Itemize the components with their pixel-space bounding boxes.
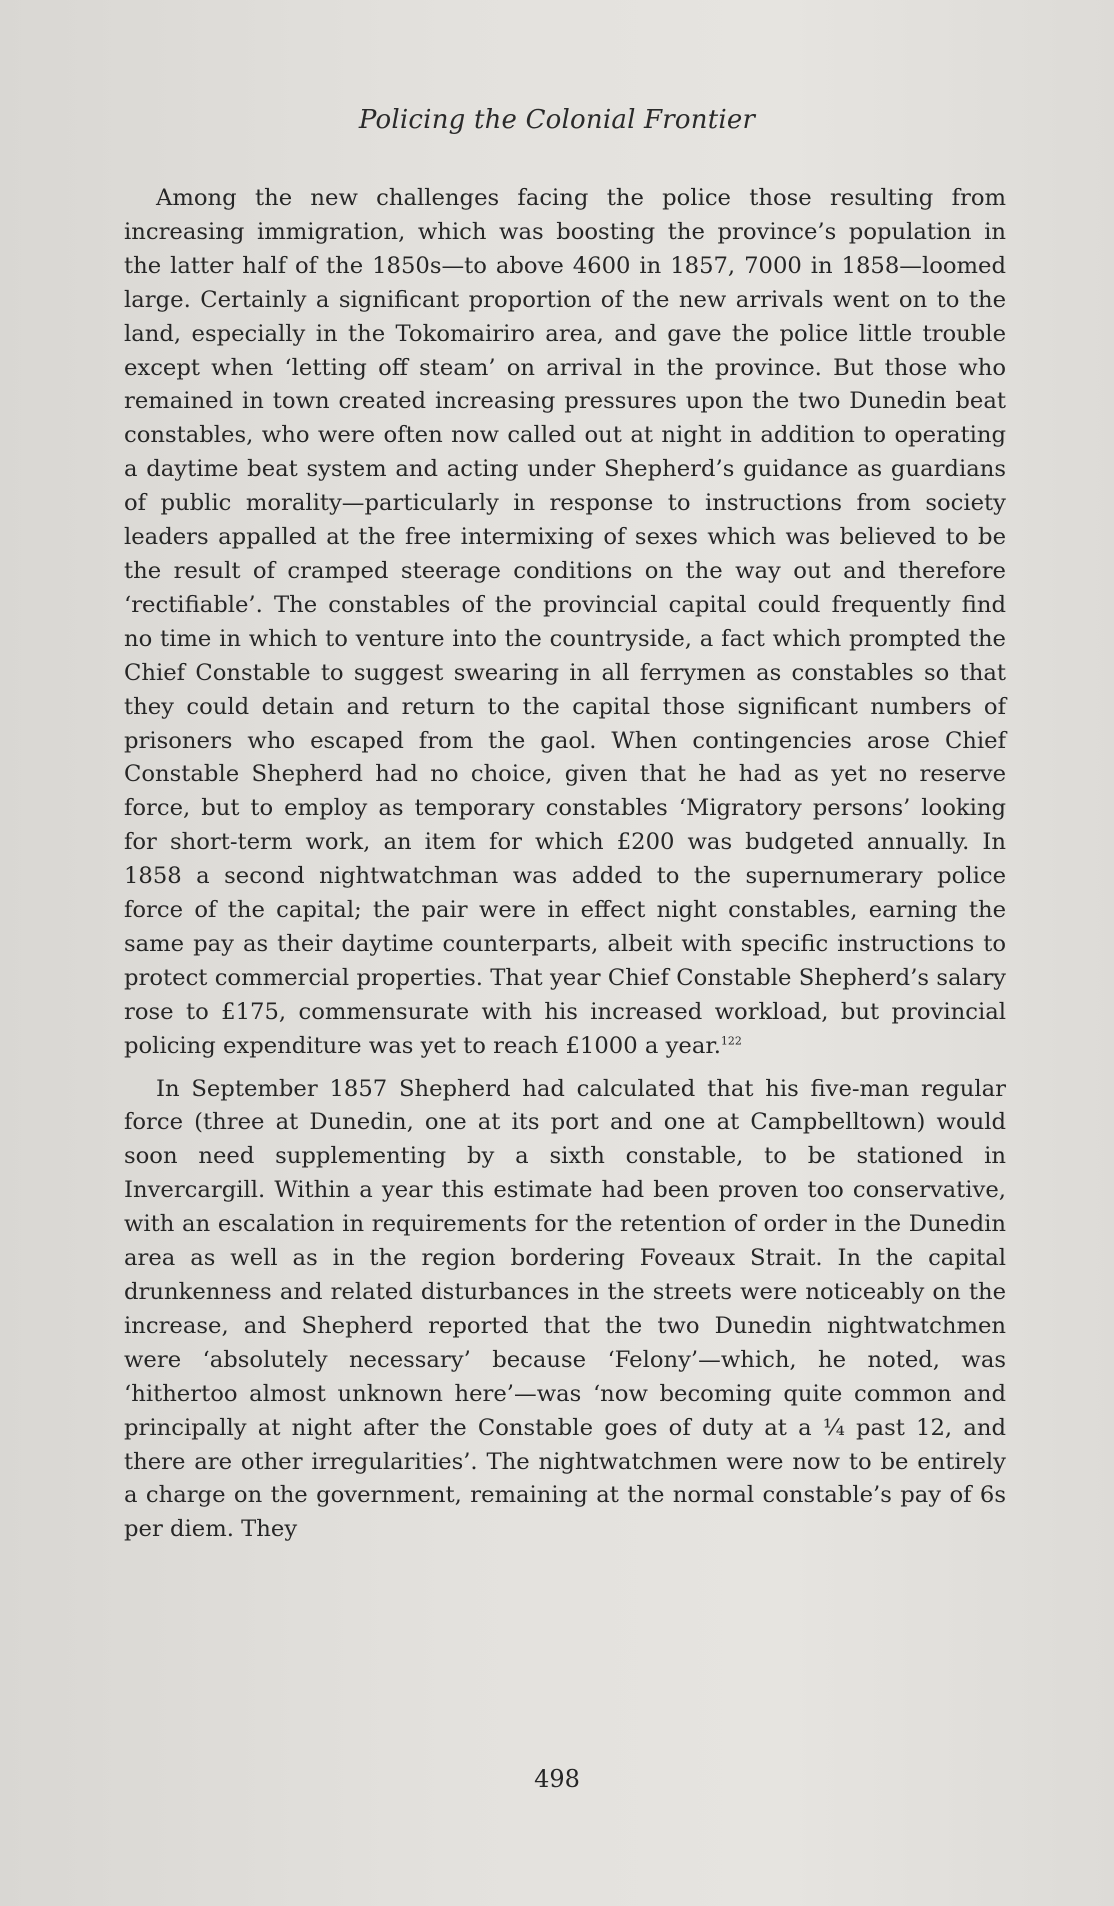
- footnote-reference: 122: [720, 1034, 742, 1048]
- paragraph-1-text: Among the new challenges facing the police those resulting from increasing immigration, which was boosting the province’s population in the latter half of the 1850s—to above 4600 in 1857, 7000 in 1858—loomed large. Certainly a significant proportion of the new arrivals went on to the land, especially in the Tokomairiro area, and gave the police little trouble except when ‘letting off steam’ on arrival in the province. But those who remained in town created increasing pressures upon the two Dunedin beat constables, who were often now called out at night in addition to operating a daytime beat system and acting under Shepherd’s guidance as guardians of public morality—particularly in response to instructions from society leaders appalled at the free intermixing of sexes which was believed to be the result of cramped steerage conditions on the way out and therefore ‘rectifiable’. The constables of the provincial capital could frequently find no time in which to venture into the countryside, a fact which prompted the Chief Constable to suggest swearing in all ferrymen as constables so that they could detain and return to the capital those significant numbers of prisoners who escaped from the gaol. When contingencies arose Chief Constable Shepherd had no choice, given that he had as yet no reserve force, but to employ as temporary constables ‘Migratory persons’ looking for short-term work, an item for which £200 was budgeted annually. In 1858 a second nightwatchman was added to the supernumerary police force of the capital; the pair were in effect night constables, earning the same pay as their daytime counterparts, albeit with specific instructions to protect commercial properties. That year Chief Constable Shepherd’s salary rose to £175, commensurate with his increased workload, but provincial policing expenditure was yet to reach £1000 a year.: [124, 185, 1006, 1059]
- paragraph-2: [124, 1073, 1006, 1548]
- paragraph-1: [124, 182, 1006, 1064]
- body-text: [124, 182, 1006, 1547]
- page-number: 498: [534, 1765, 580, 1793]
- running-head: Policing the Colonial Frontier: [358, 105, 756, 135]
- paragraph-2-text: In September 1857 Shepherd had calculated that his five-man regular force (three at Dunedin, one at its port and one at Campbelltown) would soon need supplementing by a sixth constable, to be stationed in Invercargill. Within a year this estimate had been proven too conservative, with an escalation in requirements for the retention of order in the Dunedin area as well as in the region bordering Foveaux Strait. In the capital drunkenness and related disturbances in the streets were noticeably on the increase, and Shepherd reported that the two Dunedin nightwatchmen were ‘absolutely necessary’ because ‘Felony’—which, he noted, was ‘hithertoo almost unknown here’—was ‘now becoming quite common and principally at night after the Constable goes of duty at a ¼ past 12, and there are other irregularities’. The nightwatchmen were now to be entirely a charge on the government, remaining at the normal constable’s pay of 6s per diem. They: [124, 1075, 1006, 1543]
